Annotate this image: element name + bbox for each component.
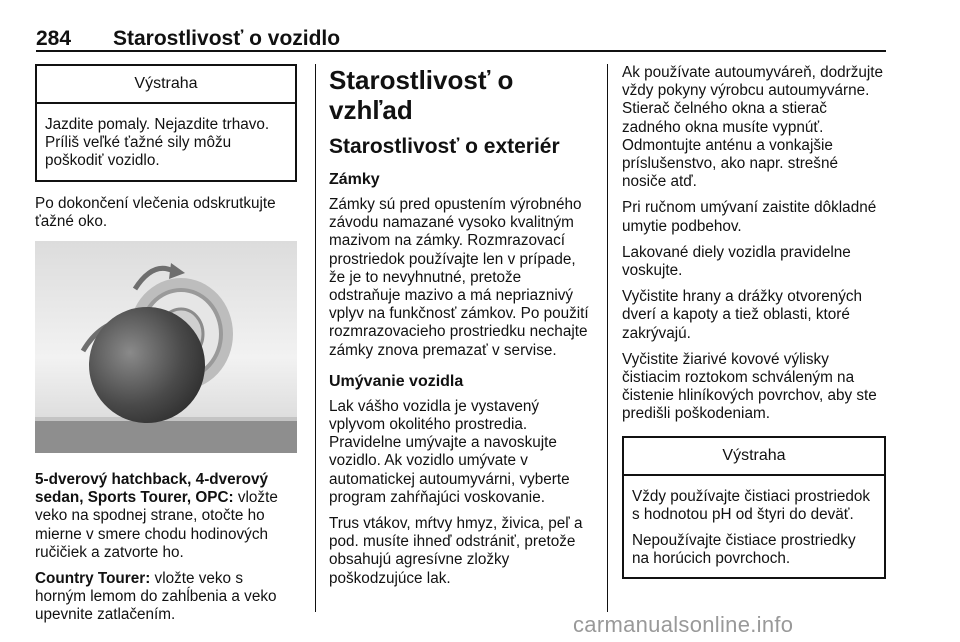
washing-heading: Umývanie vozidla: [329, 372, 464, 390]
warning-title: Výstraha: [37, 66, 295, 104]
left-column: [35, 64, 297, 633]
right-column: [622, 64, 886, 592]
wheel-arch-text: Pri ručnom umývaní zaistite dôkladné umytie podbehov.: [622, 199, 877, 235]
column-divider-1: [315, 64, 316, 612]
washing-text: Lak vášho vozidla je vystavený vplyvom okolitého prostredia. Pravidelne umývajte a navoskujte vozidlo. Ak vozidlo umývate v automatickej autoumyvárni, vyberte program zahŕňajúci voskovanie.: [329, 397, 570, 506]
middle-column: [329, 64, 593, 596]
country-tourer-instruction: [35, 570, 297, 625]
hatchback-instruction: [35, 471, 297, 562]
column-divider-2: [607, 64, 608, 612]
section-heading: Starostlivosť o vzhľad: [329, 65, 514, 125]
para-after-towing: Po dokončení vlečenia odskrutkujte ťažné oko.: [35, 194, 276, 230]
door-edges-text: Vyčistite hrany a drážky otvorených dverí a kapoty a tiež oblasti, ktoré zakrývajú.: [622, 288, 863, 342]
warning-title: Výstraha: [624, 438, 884, 476]
warning-box-cleaning: [622, 436, 886, 580]
warning-text: Jazdite pomaly. Nejazdite trhavo. Príliš veľké ťažné sily môžu poškodiť vozidlo.: [45, 116, 270, 170]
hatchback-text: vložte veko na spodnej strane, otočte ho mierne v smere chodu hodinových ručičiek a zatvorte ho.: [35, 489, 278, 561]
warning-text-hot: Nepoužívajte čistiace prostriedky na horúcich povrchoch.: [632, 532, 856, 568]
warning-box-towing: [35, 64, 297, 182]
country-tourer-text: vložte veko s horným lemom do zahĺbenia a veko upevnite zatlačením.: [35, 570, 277, 624]
locks-text: Zámky sú pred opustením výrobného závodu namazané vysoko kvalitným mazivom na zámky. Rozmrazovací prostriedok používajte len v prípade, že je to nevyhnutné, pretože odstraňuje mazivo a má nepriaznivý vplyv na funkčnosť zámkov. Po použití rozmrazovacieho prostriedku nechajte zámky znova premazať v servise.: [329, 196, 589, 359]
subsection-heading: Starostlivosť o exteriér: [329, 135, 560, 158]
hatchback-label: 5-dverový hatchback, 4-dverový sedan, Sports Tourer, OPC:: [35, 471, 268, 507]
car-wash-text: Ak používate autoumyváreň, dodržujte vždy pokyny výrobcu autoumyvárne. Stierač čelného okna a stierač zadného okna musíte vypnúť. Odmontujte anténu a vonkajšie príslušenstvo, ako napr. strešné nosiče atď.: [622, 64, 884, 191]
insects-text: Trus vtákov, mŕtvy hmyz, živica, peľ a pod. musíte ihneď odstrániť, pretože obsahujú agresívne zložky poškodzujúce lak.: [329, 515, 583, 587]
locks-heading: Zámky: [329, 171, 380, 188]
running-title: Starostlivosť o vozidlo: [113, 27, 341, 50]
header-rule: [36, 50, 886, 52]
page-number: 284: [36, 27, 72, 50]
wax-text: Lakované diely vozidla pravidelne voskujte.: [622, 243, 851, 280]
warning-text-ph: Vždy používajte čistiaci prostriedok s hodnotou pH od štyri do deväť.: [632, 487, 871, 523]
metal-trim-text: Vyčistite žiarivé kovové výlisky čistiacim roztokom schváleným na čistenie hliníkových povrchov, aby ste predišli poškodeniam.: [622, 350, 877, 423]
watermark: carmanualsonline.info: [573, 612, 794, 637]
country-tourer-label: Country Tourer:: [35, 570, 151, 588]
towing-eye-cover-figure: [35, 241, 297, 453]
